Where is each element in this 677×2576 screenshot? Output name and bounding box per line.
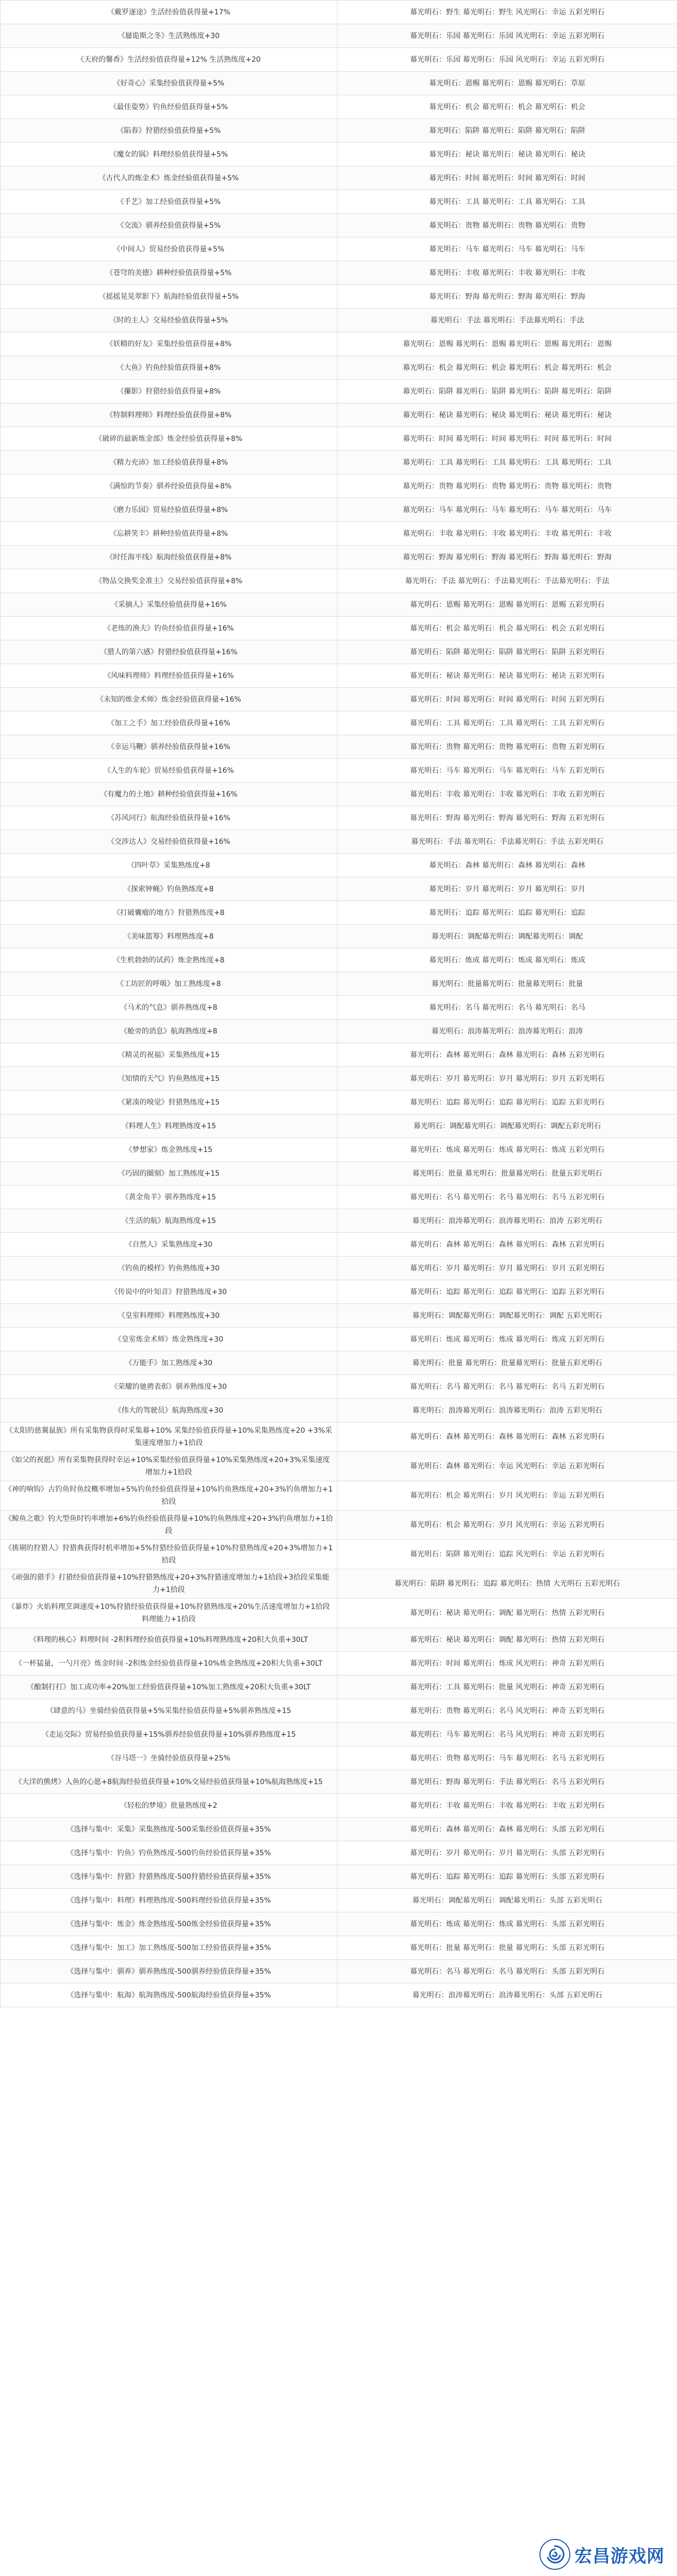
table-row bbox=[1, 1280, 677, 1304]
table-row bbox=[1, 1138, 677, 1162]
stone-combo-cell: 幕光明石：秘诀 幕光明石：调配 幕光明石：热情 五彩光明石 bbox=[337, 1599, 677, 1628]
table-row bbox=[1, 1889, 677, 1912]
stone-combo-cell: 幕光明石：贵物 幕光明石：贵物 幕光明石：贵物 bbox=[337, 214, 677, 238]
title-effect-cell: 《陷春》狩猎经验值获得量+5% bbox=[1, 119, 337, 143]
table-row bbox=[1, 1599, 677, 1628]
stone-combo-cell: 幕光明石：名马 幕光明石：名马 幕光明石：名马 五彩光明石 bbox=[337, 1375, 677, 1399]
title-effect-cell: 《谷马塔一》坐骑经验值获得量+25% bbox=[1, 1747, 337, 1770]
stone-combo-cell: 幕光明石：机会 幕光明石：岁月 风光明石：幸运 五彩光明石 bbox=[337, 1511, 677, 1540]
table-row bbox=[1, 593, 677, 617]
table-row bbox=[1, 1723, 677, 1747]
table-row bbox=[1, 72, 677, 95]
stone-combo-cell: 幕光明石：陷阱 幕光明石：陷阱 幕光明石：陷阱 bbox=[337, 119, 677, 143]
title-effect-cell: 《破碎的最新炼金部》炼金经验值获得量+8% bbox=[1, 427, 337, 451]
title-effect-cell: 《打破囊瘤的地方》狩猎熟练度+8 bbox=[1, 901, 337, 925]
stone-combo-cell: 幕光明石：名马 幕光明石：名马 幕光明石：头部 五彩光明石 bbox=[337, 1960, 677, 1984]
stone-combo-cell: 幕光明石：岁月 幕光明石：岁月 幕光明石：头部 五彩光明石 bbox=[337, 1841, 677, 1865]
stone-combo-cell: 幕光明石：野海 幕光明石：野海 幕光明石：野海 bbox=[337, 285, 677, 309]
stone-combo-cell: 幕光明石：森林 幕光明石：森林 幕光明石：森林 五彩光明石 bbox=[337, 1043, 677, 1067]
table-row bbox=[1, 1257, 677, 1280]
table-row bbox=[1, 380, 677, 403]
title-effect-cell: 《舱旁的消息》航海熟练度+8 bbox=[1, 1020, 337, 1043]
stone-combo-cell: 幕光明石：手法 幕光明石：手法幕光明石：手法 bbox=[337, 309, 677, 332]
title-effect-cell: 《选择与集中：钓鱼》钓鱼熟练度-500钓鱼经验值获得量+35% bbox=[1, 1841, 337, 1865]
title-effect-cell: 《苍穹的美德》耕种经验值获得量+5% bbox=[1, 261, 337, 285]
title-effect-cell: 《鲸鱼之歌》钓大型鱼时钓率增加+6%钓鱼经验值获得量+10%钓鱼熟练度+20+3%钓鱼增加力+1拾段 bbox=[1, 1511, 337, 1540]
title-effect-cell: 《紧凑的嗅觉》狩猎熟练度+15 bbox=[1, 1091, 337, 1114]
table-row bbox=[1, 1818, 677, 1841]
title-effect-cell: 《万能手》加工熟练度+30 bbox=[1, 1351, 337, 1375]
title-effect-cell: 《工坊匠的呼吸》加工熟练度+8 bbox=[1, 972, 337, 996]
table-row bbox=[1, 1304, 677, 1328]
table-row bbox=[1, 1162, 677, 1185]
stone-combo-cell: 幕光明石：贵物 幕光明石：马车 幕光明石：名马 五彩光明石 bbox=[337, 1747, 677, 1770]
stone-combo-cell: 幕光明石：调配幕光明石：调配幕光明石：调配五彩光明石 bbox=[337, 1114, 677, 1138]
title-effect-cell: 《挑剔的狩猎人》狩猎典获得时机率增加+5%狩猎经验值获得量+10%狩猎熟练度+20+3%增加力+1拾段 bbox=[1, 1540, 337, 1569]
table-row bbox=[1, 119, 677, 143]
table-row bbox=[1, 1984, 677, 2007]
title-effect-cell: 《选择与集中：加工》加工熟练度-500加工经验值获得量+35% bbox=[1, 1936, 337, 1960]
table-row bbox=[1, 1511, 677, 1540]
stone-combo-cell: 幕光明石：恩赐 幕光明石：恩赐 幕光明石：恩赐 五彩光明石 bbox=[337, 593, 677, 617]
table-row bbox=[1, 1399, 677, 1422]
table-row bbox=[1, 1067, 677, 1091]
stone-combo-cell: 幕光明石：陷阱 幕光明石：追踪 幕光明石：热情 大光明石 五彩光明石 bbox=[337, 1569, 677, 1599]
stone-combo-cell: 幕光明石：批量 幕光明石：批量 幕光明石：头部 五彩光明石 bbox=[337, 1936, 677, 1960]
stone-combo-cell: 幕光明石：工具 幕光明石：批量 风光明石：神奇 五彩光明石 bbox=[337, 1675, 677, 1699]
stone-combo-cell: 幕光明石：岁月 幕光明石：岁月 幕光明石：岁月 五彩光明石 bbox=[337, 1067, 677, 1091]
table-row bbox=[1, 711, 677, 735]
stone-combo-cell: 幕光明石：手法 幕光明石：手法幕光明石：手法 五彩光明石 bbox=[337, 830, 677, 854]
title-effect-cell: 《荣耀的驰骋表彰》驯养熟练度+30 bbox=[1, 1375, 337, 1399]
table-row bbox=[1, 522, 677, 546]
title-effect-cell: 《四叶草》采集熟练度+8 bbox=[1, 854, 337, 877]
stone-combo-cell: 幕光明石：名马 幕光明石：名马 幕光明石：名马 五彩光明石 bbox=[337, 1185, 677, 1209]
spiral-logo-icon bbox=[539, 2539, 570, 2570]
table-row bbox=[1, 925, 677, 948]
stone-combo-cell: 幕光明石：马车 幕光明石：马车 幕光明石：马车 bbox=[337, 238, 677, 261]
table-row bbox=[1, 143, 677, 166]
table-row bbox=[1, 1209, 677, 1233]
table-row bbox=[1, 617, 677, 640]
table-row bbox=[1, 1841, 677, 1865]
stone-combo-cell: 幕光明石：批量 幕光明石：批量幕光明石：批量五彩光明石 bbox=[337, 1351, 677, 1375]
title-effect-cell: 《如父的祝愿》所有采集物获得时幸运+10%采集经验值获得量+10%采集熟练度+20+3%采集速度增加力+1拾段 bbox=[1, 1452, 337, 1481]
title-effect-cell: 《磨力乐园》贸易经验值获得量+8% bbox=[1, 498, 337, 522]
title-effect-cell: 《选择与集中：驯养》驯养熟练度-500驯养经验值获得量+35% bbox=[1, 1960, 337, 1984]
title-effect-cell: 《暴炸》火焰料理烹调速度+10%狩猎经验值获得量+10%狩猎熟练度+20%生活速度增加力+1拾段料理能力+1拾段 bbox=[1, 1599, 337, 1628]
title-effect-cell: 《选择与集中：料理》料理熟练度-500料理经验值获得量+35% bbox=[1, 1889, 337, 1912]
table-row bbox=[1, 356, 677, 380]
table-row bbox=[1, 1, 677, 24]
title-effect-cell: 《忘耕笑丰》耕种经验值获得量+8% bbox=[1, 522, 337, 546]
table-row bbox=[1, 877, 677, 901]
title-effect-cell: 《老练的渔夫》钓鱼经验值获得量+16% bbox=[1, 617, 337, 640]
stone-combo-cell: 幕光明石：批量幕光明石：批量幕光明石：批量 bbox=[337, 972, 677, 996]
table-row bbox=[1, 1233, 677, 1257]
stone-combo-cell: 幕光明石：时间 幕光明石：时间 幕光明石：时间 五彩光明石 bbox=[337, 688, 677, 711]
table-row bbox=[1, 332, 677, 356]
stone-combo-cell: 幕光明石：手法 幕光明石：手法幕光明石：手法幕光明石：手法 bbox=[337, 569, 677, 593]
title-effect-cell: 《皇室炼金术师》炼金熟练度+30 bbox=[1, 1328, 337, 1351]
stone-combo-cell: 幕光明石：贵物 幕光明石：名马 风光明石：神奇 五彩光明石 bbox=[337, 1699, 677, 1723]
stone-combo-cell: 幕光明石：岁月 幕光明石：岁月 幕光明石：岁月 五彩光明石 bbox=[337, 1257, 677, 1280]
table-row bbox=[1, 972, 677, 996]
table-row bbox=[1, 759, 677, 783]
title-effect-cell: 《选择与集中：狩猎》狩猎熟练度-500狩猎经验值获得量+35% bbox=[1, 1865, 337, 1889]
stone-combo-cell: 幕光明石：炼成 幕光明石：炼成 幕光明石：炼成 五彩光明石 bbox=[337, 1138, 677, 1162]
stone-combo-cell: 幕光明石：陷阱 幕光明石：陷阱 幕光明石：陷阱 幕光明石：陷阱 bbox=[337, 380, 677, 403]
title-effect-cell: 《选择与集中：采集》采集熟练度-500采集经验值获得量+35% bbox=[1, 1818, 337, 1841]
stone-combo-cell: 幕光明石：追踪 幕光明石：追踪 幕光明石：追踪 bbox=[337, 901, 677, 925]
table-row bbox=[1, 1481, 677, 1511]
stone-combo-cell: 幕光明石：野海 幕光明石：手法 幕光明石：名马 五彩光明石 bbox=[337, 1770, 677, 1794]
stone-combo-cell: 幕光明石：岁月 幕光明石：岁月 幕光明石：岁月 bbox=[337, 877, 677, 901]
table-row bbox=[1, 309, 677, 332]
stone-combo-cell: 幕光明石：马车 幕光明石：马车 幕光明石：马车 五彩光明石 bbox=[337, 759, 677, 783]
stone-combo-cell: 幕光明石：机会 幕光明石：岁月 风光明石：幸运 五彩光明石 bbox=[337, 1481, 677, 1511]
stone-combo-cell: 幕光明石：恩赐 幕光明石：恩赐 幕光明石：恩赐 幕光明石：恩赐 bbox=[337, 332, 677, 356]
title-effect-cell: 《时的主人》交易经验值获得量+5% bbox=[1, 309, 337, 332]
title-effect-cell: 《马术的气息》驯养熟练度+8 bbox=[1, 996, 337, 1020]
stone-combo-cell: 幕光明石：陷阱 幕光明石：追踪 风光明石：幸运 五彩光明石 bbox=[337, 1540, 677, 1569]
table-row bbox=[1, 996, 677, 1020]
title-effect-cell: 《选择与集中：炼金》炼金熟练度-500炼金经验值获得量+35% bbox=[1, 1912, 337, 1936]
title-effect-cell: 《交流》驯养经验值获得量+5% bbox=[1, 214, 337, 238]
table-row bbox=[1, 1569, 677, 1599]
table-row bbox=[1, 190, 677, 214]
title-effect-cell: 《古代人的炼金术》炼金经验值获得量+5% bbox=[1, 166, 337, 190]
title-effect-cell: 《肆意的马》坐骑经验值获得量+5%采集经验值获得量+5%驯养熟练度+15 bbox=[1, 1699, 337, 1723]
table-row bbox=[1, 48, 677, 72]
stone-combo-cell: 幕光明石：浪涛幕光明石：浪涛幕光明石：浪涛 bbox=[337, 1020, 677, 1043]
stone-combo-cell: 幕光明石：炼成 幕光明石：炼成 幕光明石：炼成 bbox=[337, 948, 677, 972]
stone-combo-cell: 幕光明石：马车 幕光明石：名马 风光明石：神奇 五彩光明石 bbox=[337, 1723, 677, 1747]
table-row bbox=[1, 688, 677, 711]
title-effect-cell: 《太阳的慈翼鼠族》所有采集物获得时采集幕+10% 采集经验值获得量+10%采集熟练度+20 +3%采集速度增加力+1拾段 bbox=[1, 1422, 337, 1452]
table-row bbox=[1, 1091, 677, 1114]
title-effect-cell: 《梦想家》炼金熟练度+15 bbox=[1, 1138, 337, 1162]
title-effect-cell: 《交涉达人》交易经验值获得量+16% bbox=[1, 830, 337, 854]
title-effect-cell: 《传说中的叶知音》狩猎熟练度+30 bbox=[1, 1280, 337, 1304]
table-row bbox=[1, 640, 677, 664]
stone-combo-cell: 幕光明石：炼成 幕光明石：炼成 幕光明石：头部 五彩光明石 bbox=[337, 1912, 677, 1936]
table-row bbox=[1, 1540, 677, 1569]
title-effect-cell: 《苏风同行》航海经验值获得量+16% bbox=[1, 806, 337, 830]
table-row bbox=[1, 214, 677, 238]
table-row bbox=[1, 261, 677, 285]
recipe-table-body bbox=[1, 1, 677, 2007]
title-effect-cell: 《精力充沛》加工经验值获得量+8% bbox=[1, 451, 337, 474]
table-row bbox=[1, 1185, 677, 1209]
table-row bbox=[1, 1452, 677, 1481]
title-effect-cell: 《走运交际》贸易经验值获得量+15%驯养经验值获得量+10%驯养熟练度+15 bbox=[1, 1723, 337, 1747]
title-effect-cell: 《皇室料理师》料理熟练度+30 bbox=[1, 1304, 337, 1328]
table-row bbox=[1, 735, 677, 759]
table-row bbox=[1, 1699, 677, 1723]
table-row bbox=[1, 474, 677, 498]
stone-combo-cell: 幕光明石：森林 幕光明石：森林 幕光明石：森林 五彩光明石 bbox=[337, 1233, 677, 1257]
table-row bbox=[1, 1770, 677, 1794]
table-row bbox=[1, 451, 677, 474]
title-effect-cell: 《酿制打打》加工成功率+20%加工经验值获得量+10%加工熟练度+20积大负重+30LT bbox=[1, 1675, 337, 1699]
table-row bbox=[1, 24, 677, 48]
table-row bbox=[1, 783, 677, 806]
stone-combo-cell: 幕光明石：森林 幕光明石：幸运 风光明石：幸运 五彩光明石 bbox=[337, 1452, 677, 1481]
stone-combo-cell: 幕光明石：陷阱 幕光明石：陷阱 幕光明石：陷阱 五彩光明石 bbox=[337, 640, 677, 664]
table-row bbox=[1, 1652, 677, 1675]
stone-combo-cell: 幕光明石：批量 幕光明石：批量幕光明石：批量五彩光明石 bbox=[337, 1162, 677, 1185]
stone-combo-cell: 幕光明石：丰收 幕光明石：丰收 幕光明石：丰收 bbox=[337, 261, 677, 285]
title-effect-cell: 《风味料理师》料理经验值获得量+16% bbox=[1, 664, 337, 688]
stone-combo-cell: 幕光明石：乐园 幕光明石：乐园 风光明石：幸运 五彩光明石 bbox=[337, 24, 677, 48]
watermark-text: 宏昌游戏网 bbox=[574, 2546, 665, 2567]
stone-combo-cell: 幕光明石：调配幕光明石：调配幕光明石：头部 五彩光明石 bbox=[337, 1889, 677, 1912]
title-effect-cell: 《手艺》加工经验值获得量+5% bbox=[1, 190, 337, 214]
title-effect-cell: 《有魔力的土地》耕种经验值获得量+16% bbox=[1, 783, 337, 806]
table-row bbox=[1, 1960, 677, 1984]
stone-combo-cell: 幕光明石：贵物 幕光明石：贵物 幕光明石：贵物 幕光明石：贵物 bbox=[337, 474, 677, 498]
table-row bbox=[1, 948, 677, 972]
table-row bbox=[1, 1747, 677, 1770]
title-effect-cell: 《满惊的节奏》驯养经验值获得量+8% bbox=[1, 474, 337, 498]
title-effect-cell: 《戴罗逐途》生活经验值获得量+17% bbox=[1, 1, 337, 24]
table-row bbox=[1, 569, 677, 593]
title-effect-cell: 《生活的航》航海熟练度+15 bbox=[1, 1209, 337, 1233]
table-row bbox=[1, 1865, 677, 1889]
title-effect-cell: 《知情的天气》钓鱼熟练度+15 bbox=[1, 1067, 337, 1091]
title-effect-cell: 《最佳姿势》钓鱼经验值获得量+5% bbox=[1, 95, 337, 119]
title-effect-cell: 《猎人的第六感》狩猎经验值获得量+16% bbox=[1, 640, 337, 664]
stone-combo-cell: 幕光明石：野海 幕光明石：野海 幕光明石：野海 幕光明石：野海 bbox=[337, 546, 677, 569]
stone-combo-cell: 幕光明石：机会 幕光明石：机会 幕光明石：机会 幕光明石：机会 bbox=[337, 356, 677, 380]
title-effect-cell: 《大鱼》钓鱼经验值获得量+8% bbox=[1, 356, 337, 380]
title-effect-cell: 《大洋的熊烤》人鱼的心愿+8航海经验值获得量+10%交易经验值获得量+10%航海熟练度+15 bbox=[1, 1770, 337, 1794]
table-row bbox=[1, 546, 677, 569]
stone-combo-cell: 幕光明石：丰收 幕光明石：丰收 幕光明石：丰收 五彩光明石 bbox=[337, 783, 677, 806]
stone-combo-cell: 幕光明石：时间 幕光明石：时间 幕光明石：时间 bbox=[337, 166, 677, 190]
stone-combo-cell: 幕光明石：调配幕光明石：调配幕光明石：调配 五彩光明石 bbox=[337, 1304, 677, 1328]
title-effect-cell: 《幸运马鞭》驯养经验值获得量+16% bbox=[1, 735, 337, 759]
title-effect-cell: 《钓鱼的模样》钓鱼熟练度+30 bbox=[1, 1257, 337, 1280]
stone-combo-cell: 幕光明石：秘诀 幕光明石：秘诀 幕光明石：秘诀 五彩光明石 bbox=[337, 664, 677, 688]
title-effect-cell: 《加工之手》加工经验值获得量+16% bbox=[1, 711, 337, 735]
stone-combo-cell: 幕光明石：名马 幕光明石：名马 幕光明石：名马 bbox=[337, 996, 677, 1020]
table-row bbox=[1, 1020, 677, 1043]
stone-combo-cell: 幕光明石：追踪 幕光明石：追踪 幕光明石：头部 五彩光明石 bbox=[337, 1865, 677, 1889]
table-row bbox=[1, 1675, 677, 1699]
stone-combo-cell: 幕光明石：浪涛幕光明石：浪涛幕光明石：浪涛 五彩光明石 bbox=[337, 1399, 677, 1422]
stone-combo-cell: 幕光明石：马车 幕光明石：马车 幕光明石：马车 幕光明石：马车 bbox=[337, 498, 677, 522]
table-row bbox=[1, 166, 677, 190]
title-effect-cell: 《未知的炼金术师》炼金经验值获得量+16% bbox=[1, 688, 337, 711]
stone-combo-cell: 幕光明石：野海 幕光明石：野海 幕光明石：野海 五彩光明石 bbox=[337, 806, 677, 830]
title-effect-cell: 《中间人》贸易经验值获得量+5% bbox=[1, 238, 337, 261]
stone-combo-cell: 幕光明石：秘诀 幕光明石：秘诀 幕光明石：秘诀 bbox=[337, 143, 677, 166]
title-effect-cell: 《黄金角羊》驯养熟练度+15 bbox=[1, 1185, 337, 1209]
table-row bbox=[1, 1114, 677, 1138]
stone-combo-cell: 幕光明石：丰收 幕光明石：丰收 幕光明石：丰收 五彩光明石 bbox=[337, 1794, 677, 1818]
title-effect-cell: 《特制料理师》料理经验值获得量+8% bbox=[1, 403, 337, 427]
title-effect-cell: 《顽强的猎手》打猎经验值获得量+10%狩猎熟练度+20+3%狩猎速度增加力+1拾段+3拾段采集能力+1拾段 bbox=[1, 1569, 337, 1599]
stone-combo-cell: 幕光明石：时间 幕光明石：时间 幕光明石：时间 幕光明石：时间 bbox=[337, 427, 677, 451]
watermark bbox=[537, 2537, 670, 2572]
table-row bbox=[1, 1422, 677, 1452]
table-row bbox=[1, 1043, 677, 1067]
table-row bbox=[1, 854, 677, 877]
title-effect-cell: 《巧固的圈刻》加工熟练度+15 bbox=[1, 1162, 337, 1185]
table-row bbox=[1, 1328, 677, 1351]
stone-combo-cell: 幕光明石：恩赐 幕光明石：恩赐 幕光明石：草原 bbox=[337, 72, 677, 95]
title-effect-cell: 《天府的馨香》生活经验值获得量+12% 生活熟练度+20 bbox=[1, 48, 337, 72]
stone-combo-cell: 幕光明石：机会 幕光明石：机会 幕光明石：机会 bbox=[337, 95, 677, 119]
stone-combo-cell: 幕光明石：森林 幕光明石：森林 幕光明石：森林 五彩光明石 bbox=[337, 1422, 677, 1452]
stone-combo-cell: 幕光明石：工具 幕光明石：工具 幕光明石：工具 bbox=[337, 190, 677, 214]
stone-combo-cell: 幕光明石：丰收 幕光明石：丰收 幕光明石：丰收 幕光明石：丰收 bbox=[337, 522, 677, 546]
title-effect-cell: 《探索钟蝇》钓鱼熟练度+8 bbox=[1, 877, 337, 901]
table-row bbox=[1, 1351, 677, 1375]
table-row bbox=[1, 901, 677, 925]
table-row bbox=[1, 1375, 677, 1399]
title-effect-cell: 《魔女的锅》料理经验值获得量+5% bbox=[1, 143, 337, 166]
table-row bbox=[1, 1628, 677, 1652]
table-row bbox=[1, 830, 677, 854]
title-effect-cell: 《生机勃勃的试药》炼金熟练度+8 bbox=[1, 948, 337, 972]
stone-combo-cell: 幕光明石：森林 幕光明石：森林 幕光明石：头部 五彩光明石 bbox=[337, 1818, 677, 1841]
title-effect-cell: 《神的响钩》古钓鱼时鱼纹概率增加+5%钓鱼经验值获得量+10%钓鱼熟练度+20+3%钓鱼增加力+1拾段 bbox=[1, 1481, 337, 1511]
title-effect-cell: 《美味篮筹》料理熟练度+8 bbox=[1, 925, 337, 948]
title-effect-cell: 《一杯猛量，一勺月亮》炼金时间 -2积炼金经验值获得量+10%炼金熟练度+20积大负重+30LT bbox=[1, 1652, 337, 1675]
title-effect-cell: 《采摘人》采集经验值获得量+16% bbox=[1, 593, 337, 617]
stone-combo-cell: 幕光明石：工具 幕光明石：工具 幕光明石：工具 五彩光明石 bbox=[337, 711, 677, 735]
stone-combo-cell: 幕光明石：工具 幕光明石：工具 幕光明石：工具 幕光明石：工具 bbox=[337, 451, 677, 474]
stone-combo-cell: 幕光明石：野生 幕光明石：野生 风光明石：幸运 五彩光明石 bbox=[337, 1, 677, 24]
table-row bbox=[1, 285, 677, 309]
title-effect-cell: 《料理的核心》料理时间 -2积料理经验值获得量+10%料理熟练度+20积大负重+30LT bbox=[1, 1628, 337, 1652]
stone-combo-cell: 幕光明石：贵物 幕光明石：贵物 幕光明石：贵物 五彩光明石 bbox=[337, 735, 677, 759]
table-row bbox=[1, 427, 677, 451]
stone-combo-cell: 幕光明石：秘诀 幕光明石：调配 幕光明石：热情 五彩光明石 bbox=[337, 1628, 677, 1652]
table-row bbox=[1, 95, 677, 119]
stone-combo-cell: 幕光明石：浪涛幕光明石：浪涛幕光明石：浪涛 五彩光明石 bbox=[337, 1209, 677, 1233]
table-row bbox=[1, 806, 677, 830]
stone-combo-cell: 幕光明石：追踪 幕光明石：追踪 幕光明石：追踪 五彩光明石 bbox=[337, 1280, 677, 1304]
table-row bbox=[1, 1794, 677, 1818]
table-row bbox=[1, 238, 677, 261]
table-row bbox=[1, 403, 677, 427]
stone-combo-cell: 幕光明石：追踪 幕光明石：追踪 幕光明石：追踪 五彩光明石 bbox=[337, 1091, 677, 1114]
table-row bbox=[1, 498, 677, 522]
stone-combo-cell: 幕光明石：乐园 幕光明石：乐园 风光明石：幸运 五彩光明石 bbox=[337, 48, 677, 72]
title-effect-cell: 《攥影》狩猎经验值获得量+8% bbox=[1, 380, 337, 403]
title-effect-cell: 《摇摇晃晃翠影下》航海经验值获得量+5% bbox=[1, 285, 337, 309]
stone-combo-cell: 幕光明石：时间 幕光明石：炼成 风光明石：神奇 五彩光明石 bbox=[337, 1652, 677, 1675]
stone-combo-cell: 幕光明石：机会 幕光明石：机会 幕光明石：机会 五彩光明石 bbox=[337, 617, 677, 640]
title-effect-cell: 《时任海平线》航海经验值获得量+8% bbox=[1, 546, 337, 569]
title-effect-cell: 《伟大的驾驶员》航海熟练度+30 bbox=[1, 1399, 337, 1422]
title-effect-cell: 《好奇心》采集经验值获得量+5% bbox=[1, 72, 337, 95]
title-effect-cell: 《料理人生》料理熟练度+15 bbox=[1, 1114, 337, 1138]
title-effect-cell: 《妖精的好友》采集经验值获得量+8% bbox=[1, 332, 337, 356]
table-row bbox=[1, 1912, 677, 1936]
title-effect-cell: 《精灵的祝福》采集熟练度+15 bbox=[1, 1043, 337, 1067]
table-row bbox=[1, 1936, 677, 1960]
table-row bbox=[1, 664, 677, 688]
title-effect-cell: 《选择与集中：航海》航海熟练度-500航海经验值获得量+35% bbox=[1, 1984, 337, 2007]
stone-combo-cell: 幕光明石：调配幕光明石：调配幕光明石：调配 bbox=[337, 925, 677, 948]
title-effect-cell: 《自然人》采集熟练度+30 bbox=[1, 1233, 337, 1257]
stone-combo-cell: 幕光明石：森林 幕光明石：森林 幕光明石：森林 bbox=[337, 854, 677, 877]
stone-combo-cell: 幕光明石：秘诀 幕光明石：秘诀 幕光明石：秘诀 幕光明石：秘诀 bbox=[337, 403, 677, 427]
title-effect-cell: 《人生的车轮》贸易经验值获得量+16% bbox=[1, 759, 337, 783]
title-effect-cell: 《物品交换奖金准主》交易经验值获得量+8% bbox=[1, 569, 337, 593]
stone-combo-cell: 幕光明石：炼成 幕光明石：炼成 幕光明石：炼成 五彩光明石 bbox=[337, 1328, 677, 1351]
title-effect-cell: 《轻松的梦境》批量熟练度+2 bbox=[1, 1794, 337, 1818]
stone-combo-cell: 幕光明石：浪涛幕光明石：浪涛幕光明石：头部 五彩光明石 bbox=[337, 1984, 677, 2007]
title-effect-cell: 《蜃诡斯之冬》生活熟练度+30 bbox=[1, 24, 337, 48]
